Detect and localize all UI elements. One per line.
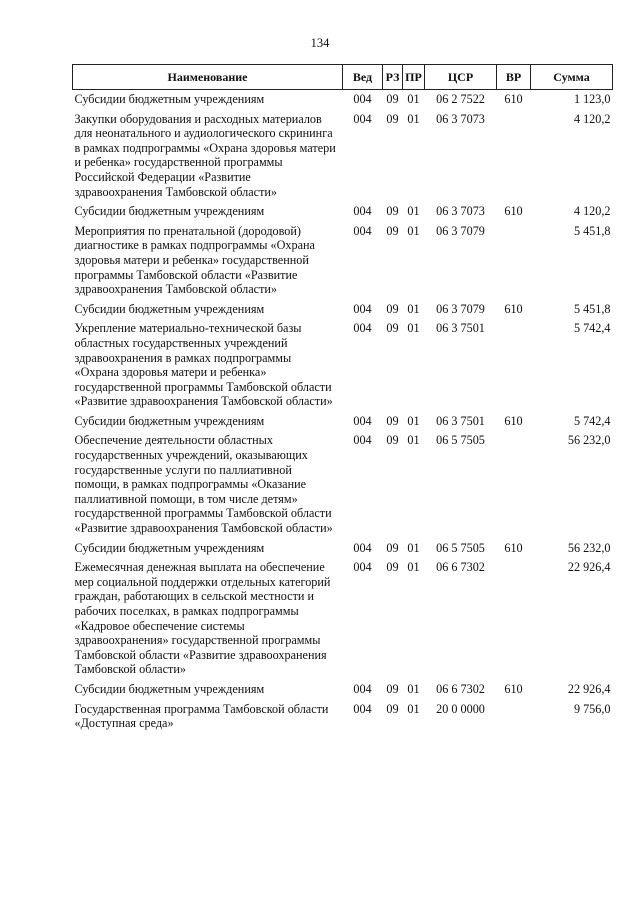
row-rz: 09 — [386, 433, 399, 448]
row-pr: 01 — [407, 92, 420, 106]
row-csr: 06 6 7302 — [436, 681, 485, 696]
row-sum: 56 232,0 — [567, 540, 611, 555]
table-row — [73, 700, 613, 734]
table-row — [73, 680, 613, 700]
row-rz: 09 — [386, 701, 399, 716]
table-row — [73, 202, 613, 222]
row-rz: 09 — [386, 413, 399, 428]
row-rz: 09 — [386, 321, 399, 336]
header-name: Наименование — [73, 65, 343, 90]
table-row — [73, 412, 613, 432]
row-csr: 06 3 7501 — [436, 321, 485, 336]
page-number: 134 — [310, 36, 330, 50]
row-vr: 610 — [504, 681, 523, 696]
header-rz: РЗ — [383, 65, 403, 90]
table-header-row — [73, 65, 613, 90]
row-vr — [497, 431, 531, 538]
row-csr: 06 3 7073 — [436, 111, 485, 126]
row-sum: 1 123,0 — [573, 92, 611, 106]
row-pr: 01 — [407, 111, 420, 126]
row-name: Государственная программа Тамбовской области «Доступная среда» — [74, 701, 329, 731]
row-pr: 01 — [407, 701, 420, 716]
row-vr: 610 — [504, 301, 523, 316]
row-pr: 01 — [407, 223, 420, 238]
row-vr — [497, 700, 531, 734]
row-sum: 22 926,4 — [567, 681, 611, 696]
row-ved: 004 — [353, 204, 372, 219]
row-name: Субсидии бюджетным учреждениям — [74, 540, 265, 555]
row-name: Обеспечение деятельности областных государственных учреждений, оказывающих государственные услуги по паллиативной помощи, в рамках подпрограммы «Оказание паллиативной помощи, в том числе детям» государственной программы Тамбовской области «Развитие здравоохранения Тамбовской области» — [74, 433, 333, 536]
row-pr: 01 — [407, 301, 420, 316]
row-name: Субсидии бюджетным учреждениям — [74, 413, 265, 428]
row-rz: 09 — [386, 540, 399, 555]
row-sum: 5 742,4 — [573, 413, 611, 428]
row-name: Субсидии бюджетным учреждениям — [74, 301, 265, 316]
row-csr: 06 3 7079 — [436, 223, 485, 238]
row-pr: 01 — [407, 204, 420, 219]
row-csr: 06 3 7079 — [436, 301, 485, 316]
table-row — [73, 431, 613, 538]
row-sum: 5 451,8 — [573, 301, 611, 316]
row-ved: 004 — [353, 681, 372, 696]
row-ved: 004 — [353, 413, 372, 428]
row-name: Субсидии бюджетным учреждениям — [74, 204, 265, 219]
row-vr — [497, 558, 531, 680]
row-vr — [497, 222, 531, 300]
row-vr — [497, 110, 531, 203]
row-sum: 5 742,4 — [573, 321, 611, 336]
table-row — [73, 110, 613, 203]
header-pr: ПР — [403, 65, 425, 90]
row-ved: 004 — [353, 301, 372, 316]
row-ved: 004 — [353, 223, 372, 238]
row-name: Укрепление материально-технической базы областных государственных учреждений здравоохранения в рамках подпрограммы «Охрана здоровья матери и ребенка» государственной программы Тамбовской области «Развитие здравоохранения Тамбовской области» — [74, 321, 333, 409]
row-rz: 09 — [386, 204, 399, 219]
row-vr — [497, 319, 531, 412]
row-vr: 610 — [504, 204, 523, 219]
row-ved: 004 — [353, 701, 372, 716]
row-ved: 004 — [353, 540, 372, 555]
table-row — [73, 90, 613, 110]
row-pr: 01 — [407, 433, 420, 448]
row-vr: 610 — [504, 92, 523, 106]
row-rz: 09 — [386, 223, 399, 238]
header-vr: ВР — [497, 65, 531, 90]
row-pr: 01 — [407, 681, 420, 696]
row-pr: 01 — [407, 413, 420, 428]
row-name: Субсидии бюджетным учреждениям — [74, 681, 265, 696]
table-row — [73, 558, 613, 680]
row-pr: 01 — [407, 540, 420, 555]
row-sum: 22 926,4 — [567, 560, 611, 575]
row-sum: 5 451,8 — [573, 223, 611, 238]
row-csr: 06 5 7505 — [436, 433, 485, 448]
row-ved: 004 — [353, 433, 372, 448]
row-ved: 004 — [353, 111, 372, 126]
row-csr: 06 3 7501 — [436, 413, 485, 428]
row-ved: 004 — [353, 321, 372, 336]
row-sum: 56 232,0 — [567, 433, 611, 448]
row-vr: 610 — [504, 413, 523, 428]
row-csr: 20 0 0000 — [436, 701, 485, 716]
table-row — [73, 539, 613, 559]
row-name: Закупки оборудования и расходных материалов для неонатального и аудиологического скрининга в рамках подпрограммы «Охрана здоровья матери и ребенка» государственной программы Российской Федерации «Развитие здравоохранения Тамбовской области» — [74, 111, 336, 199]
row-rz: 09 — [386, 111, 399, 126]
row-pr: 01 — [407, 560, 420, 575]
row-sum: 9 756,0 — [573, 701, 611, 716]
row-csr: 06 2 7522 — [436, 92, 485, 106]
row-csr: 06 6 7302 — [436, 560, 485, 575]
row-ved: 004 — [353, 560, 372, 575]
header-csr: ЦСР — [425, 65, 497, 90]
row-sum: 4 120,2 — [573, 204, 611, 219]
row-rz: 09 — [386, 681, 399, 696]
table-row — [73, 319, 613, 412]
row-pr: 01 — [407, 321, 420, 336]
row-csr: 06 3 7073 — [436, 204, 485, 219]
row-rz: 09 — [386, 92, 399, 106]
table-row — [73, 300, 613, 320]
row-rz: 09 — [386, 301, 399, 316]
row-vr: 610 — [504, 540, 523, 555]
row-name: Ежемесячная денежная выплата на обеспечение мер социальной поддержки отдельных категорий граждан, работающих в сельской местности и рабочих поселках, в рамках подпрограммы «Кадровое обеспечение системы здравоохранения» государственной программы Тамбовской области «Развитие здравоохранения Тамбовской области» — [74, 560, 331, 677]
budget-table — [72, 64, 613, 734]
row-sum: 4 120,2 — [573, 111, 611, 126]
table-row — [73, 222, 613, 300]
header-sum: Сумма — [531, 65, 613, 90]
row-rz: 09 — [386, 560, 399, 575]
row-ved: 004 — [353, 92, 372, 106]
row-csr: 06 5 7505 — [436, 540, 485, 555]
row-name: Субсидии бюджетным учреждениям — [74, 92, 265, 106]
header-ved: Вед — [343, 65, 383, 90]
row-name: Мероприятия по пренатальной (дородовой) диагностике в рамках подпрограммы «Охрана здоровья матери и ребенка» государственной программы Тамбовской области «Развитие здравоохранения Тамбовской области» — [74, 223, 315, 297]
